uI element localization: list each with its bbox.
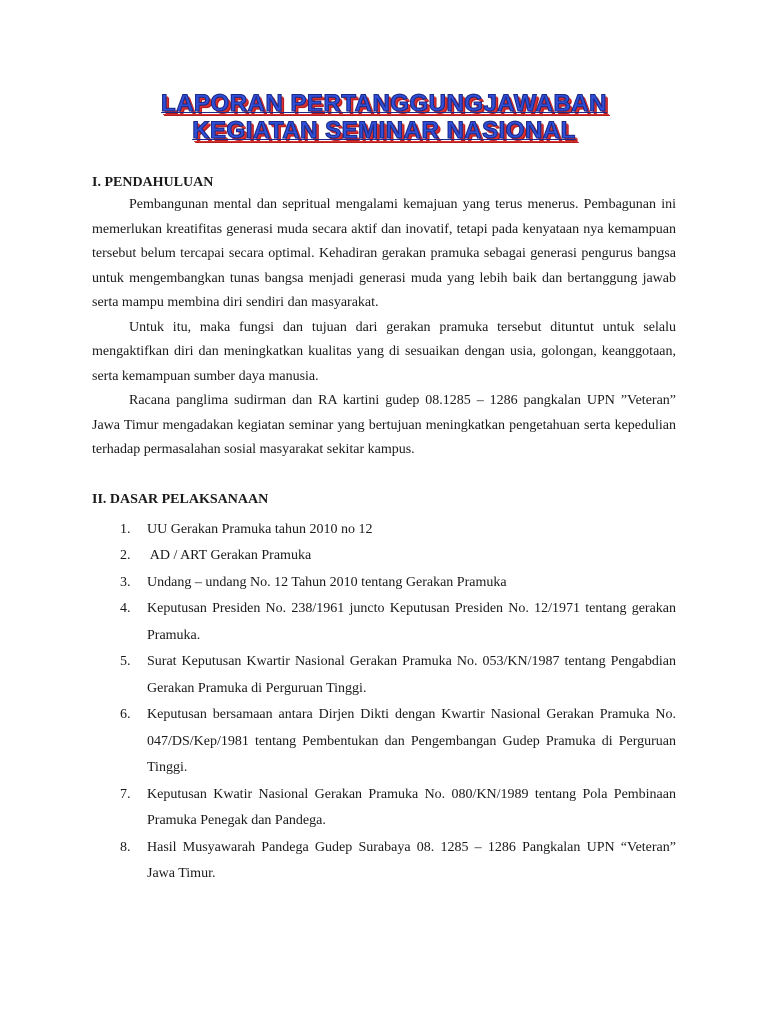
list-text: Undang – undang No. 12 Tahun 2010 tentang Gerakan Pramuka xyxy=(147,574,507,590)
list-number: 5. xyxy=(120,654,131,669)
list-text: Keputusan Kwatir Nasional Gerakan Pramuka No. 080/KN/1989 tentang Pola Pembinaan Pramuka Penegak dan Pandega. xyxy=(147,786,676,828)
list-number: 4. xyxy=(120,601,131,616)
list-number: 8. xyxy=(120,839,131,855)
list-item xyxy=(92,543,676,570)
numbered-list xyxy=(92,517,676,888)
section-dasar-pelaksanaan xyxy=(92,490,676,888)
list-text: Keputusan Presiden No. 238/1961 juncto Keputusan Presiden No. 12/1971 tentang gerakan Pramuka. xyxy=(147,601,676,643)
section-heading-pendahuluan: I. PENDAHULUAN xyxy=(92,175,214,190)
list-item xyxy=(92,649,676,702)
list-item xyxy=(92,517,676,544)
list-number: 1. xyxy=(120,521,131,537)
document-body xyxy=(92,173,676,888)
list-number: 3. xyxy=(120,574,131,590)
list-text: Surat Keputusan Kwartir Nasional Gerakan Pramuka No. 053/KN/1987 tentang Pengabdian Gerakan Pramuka di Perguruan Tinggi. xyxy=(147,654,676,696)
list-number: 2. xyxy=(120,548,131,563)
list-item xyxy=(92,782,676,835)
title-line-2: KEGIATAN SEMINAR NASIONAL xyxy=(192,117,576,144)
section-heading-dasar-pelaksanaan: II. DASAR PELAKSANAAN xyxy=(92,491,269,507)
document-title xyxy=(0,90,768,144)
list-item xyxy=(92,596,676,649)
title-line-1: LAPORAN PERTANGGUNGJAWABAN xyxy=(161,90,607,117)
list-number: 7. xyxy=(120,786,131,802)
list-item xyxy=(92,835,676,888)
list-text: AD / ART Gerakan Pramuka xyxy=(147,548,312,563)
list-text: UU Gerakan Pramuka tahun 2010 no 12 xyxy=(147,521,373,537)
list-text: Keputusan bersamaan antara Dirjen Dikti dengan Kwartir Nasional Gerakan Pramuka No. 047/DS/Kep/1981 tentang Pembentukan dan Pengembangan Gudep Pramuka di Perguruan Tinggi. xyxy=(147,707,676,775)
paragraph: Pembangunan mental dan sepritual mengalami kemajuan yang terus menerus. Pembagunan ini memerlukan kreatifitas generasi muda secara aktif dan inovatif, tetapi pada kenyataan nya kemampuan tersebut belum tercapai secara optimal. Kehadiran gerakan pramuka sebagai generasi pengurus bangsa untuk mengembangkan tunas bangsa menjadi generasi muda yang lebih baik dan bertanggung jawab serta mampu membina diri sendiri dan masyarakat. xyxy=(92,197,676,310)
list-number: 6. xyxy=(120,707,131,722)
list-text: Hasil Musyawarah Pandega Gudep Surabaya 08. 1285 – 1286 Pangkalan UPN “Veteran” Jawa Timur. xyxy=(147,839,676,881)
list-item xyxy=(92,570,676,597)
list-item xyxy=(92,702,676,782)
paragraph: Untuk itu, maka fungsi dan tujuan dari gerakan pramuka tersebut dituntut untuk selalu mengaktifkan diri dan meningkatkan kualitas yang di sesuaikan dengan usia, golongan, keanggotaan, serta kemampuan sumber daya manusia. xyxy=(92,319,676,384)
paragraph: Racana panglima sudirman dan RA kartini gudep 08.1285 – 1286 pangkalan UPN ”Veteran” Jawa Timur mengadakan kegiatan seminar yang bertujuan meningkatkan pengetahuan serta kepedulian terhadap permasalahan sosial masyarakat sekitar kampus. xyxy=(92,393,676,457)
